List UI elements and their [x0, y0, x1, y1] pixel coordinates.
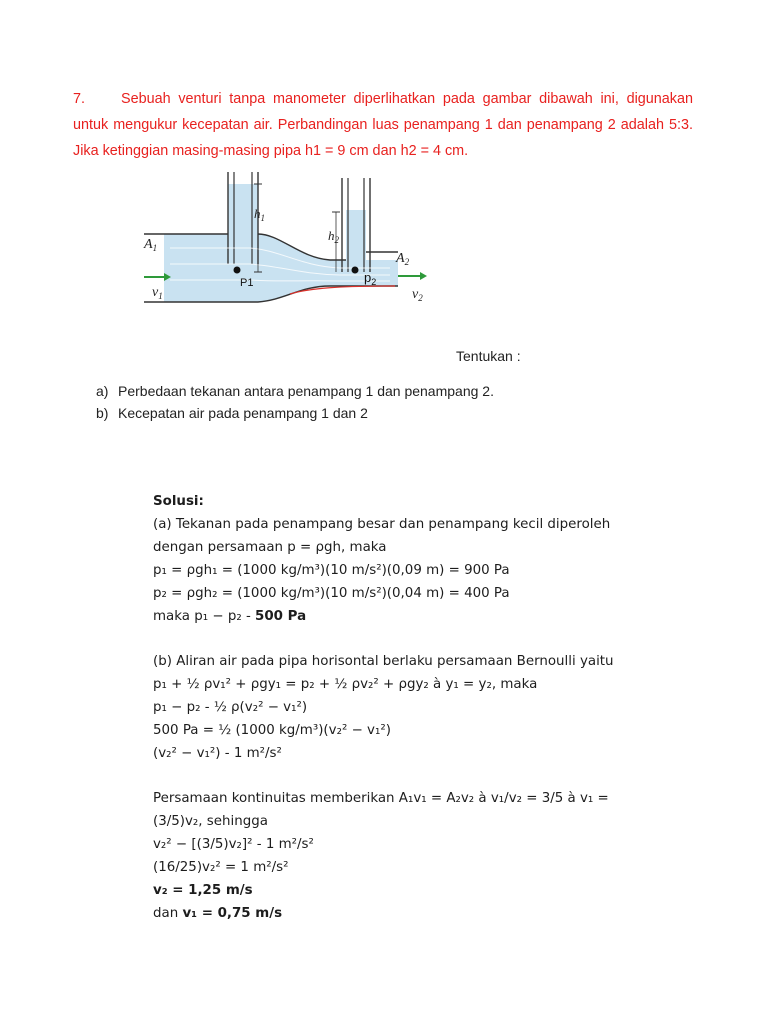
- h2-label: $h_2$: [328, 228, 339, 245]
- continuity-line-2: (3/5)v₂, sehingga: [153, 814, 268, 829]
- bernoulli-equation: p₁ + ½ ρv₁² + ρgy₁ = p₂ + ½ ρv₂² + ρgy₂ à y₁ = y₂, maka: [153, 677, 538, 692]
- task-b-text: Kecepatan air pada penampang 1 dan 2: [118, 405, 368, 421]
- v2-label: $v_2$: [412, 287, 423, 303]
- question-number: 7.: [73, 91, 86, 107]
- task-a-marker: a): [96, 383, 109, 399]
- point-p2: [352, 267, 359, 274]
- solution-block: [153, 490, 673, 925]
- velocity-square-result: (v₂² − v₁²) - 1 m²/s²: [153, 746, 282, 761]
- v2-answer: v₂ = 1,25 m/s: [153, 883, 253, 898]
- p1-label: P1: [240, 277, 254, 289]
- task-list: [96, 380, 494, 424]
- substitution-equation: 500 Pa = ½ (1000 kg/m³)(v₂² − v₁²): [153, 723, 391, 738]
- continuity-line-1: Persamaan kontinuitas memberikan A₁v₁ = A₂v₂ à v₁/v₂ = 3/5 à v₁ =: [153, 791, 609, 806]
- p2-equation: p₂ = ρgh₂ = (1000 kg/m³)(10 m/s²)(0,04 m) = 400 Pa: [153, 586, 510, 601]
- task-b: [96, 402, 494, 424]
- solution-title: Solusi:: [153, 494, 204, 509]
- v2-arrow: [420, 272, 427, 280]
- tentukan-label: Tentukan :: [456, 348, 521, 364]
- h1-label: $h_1$: [254, 206, 265, 223]
- continuity-line-4: (16/25)v₂² = 1 m²/s²: [153, 860, 289, 875]
- solution-b-intro: (b) Aliran air pada pipa horisontal berlaku persamaan Bernoulli yaitu: [153, 654, 614, 669]
- task-a-text: Perbedaan tekanan antara penampang 1 dan penampang 2.: [118, 383, 494, 399]
- problem-statement: [73, 86, 693, 164]
- continuity-line-3: v₂² − [(3/5)v₂]² - 1 m²/s²: [153, 837, 314, 852]
- question-text: Sebuah venturi tanpa manometer diperlihatkan pada gambar dibawah ini, digunakan untuk mengukur kecepatan air. Perbandingan luas penampang 1 dan penampang 2 adalah 5:3. Jika ketinggian masing-masing pipa h1 = 9 cm dan h2 = 4 cm.: [73, 91, 693, 159]
- solution-a-intro-2: dengan persamaan p = ρgh, maka: [153, 540, 387, 555]
- task-b-marker: b): [96, 405, 109, 421]
- p1-equation: p₁ = ρgh₁ = (1000 kg/m³)(10 m/s²)(0,09 m) = 900 Pa: [153, 563, 510, 578]
- task-a: [96, 380, 494, 402]
- p2-label: $p_2$: [364, 270, 377, 287]
- a1-label: $A_1$: [144, 237, 158, 253]
- v1-label: $v_1$: [152, 285, 163, 301]
- point-p1: [234, 267, 241, 274]
- pressure-difference: maka p₁ − p₂ - 500 Pa: [153, 609, 307, 624]
- venturi-diagram: [140, 168, 440, 318]
- tube2-water: [346, 210, 366, 262]
- difference-equation: p₁ − p₂ - ½ ρ(v₂² − v₁²): [153, 700, 308, 715]
- solution-a-intro-1: (a) Tekanan pada penampang besar dan penampang kecil diperoleh: [153, 517, 611, 532]
- a2-label: $A_2$: [396, 251, 410, 267]
- v1-answer: dan v₁ = 0,75 m/s: [153, 906, 283, 921]
